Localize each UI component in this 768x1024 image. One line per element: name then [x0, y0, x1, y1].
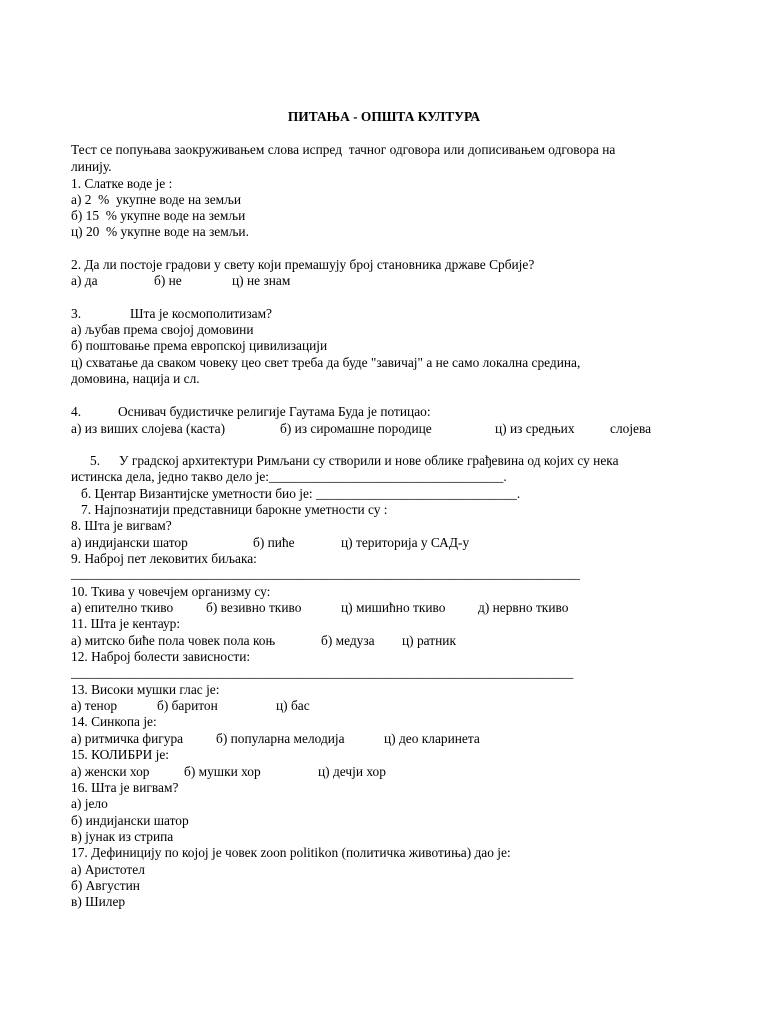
q11-option-a: а) митско биће пола човек пола коњ	[71, 633, 276, 648]
page-title: ПИТАЊА - ОПШТА КУЛТУРА	[287, 109, 481, 124]
question-9: 9. Наброј пет лековитих биљака:	[71, 551, 257, 566]
q15-option-c: ц) дечји хор	[318, 764, 386, 779]
q10-option-c: ц) мишићно ткиво	[341, 600, 446, 615]
q2-option-c: ц) не знам	[232, 273, 291, 288]
question-5-line-2: истинска дела, једно такво дело је:___________________________________.	[71, 469, 507, 484]
q16-option-b: б) индијански шатор	[71, 813, 189, 828]
question-5: У градској архитектури Римљани су створили и нове облике грађевина од којих су нека	[119, 453, 619, 468]
question-16: 16. Шта је вигвам?	[71, 780, 179, 795]
q3-option-a: а) љубав према својој домовини	[71, 322, 254, 337]
q4-option-a: а) из виших слојева (каста)	[71, 421, 226, 436]
question-1: 1. Слатке воде је :	[71, 176, 173, 191]
q15-option-a: а) женски хор	[71, 764, 150, 779]
q9-answer-line: ____________________________________________________________________________	[71, 566, 580, 581]
question-4: Оснивач будистичке религије Гаутама Буда је потицао:	[118, 404, 431, 419]
question-14: 14. Синкопа је:	[71, 714, 157, 729]
q2-option-b: б) не	[154, 273, 182, 288]
question-4-number: 4.	[71, 404, 82, 419]
q11-option-b: б) медуза	[321, 633, 375, 648]
intro-line-1: Тест се попуњава заокруживањем слова испред тачног одговора или дописивањем одговора на	[71, 142, 616, 157]
q17-option-b: б) Августин	[71, 878, 140, 893]
q10-option-d: д) нервно ткиво	[478, 600, 569, 615]
q13-option-b: б) баритон	[157, 698, 218, 713]
question-11: 11. Шта је кентаур:	[71, 616, 181, 631]
question-7: 7. Најпознатији представници барокне уметности су :	[81, 502, 388, 517]
q11-option-c: ц) ратник	[402, 633, 456, 648]
q12-answer-line: ___________________________________________________________________________	[71, 665, 574, 680]
q14-option-a: а) ритмичка фигура	[71, 731, 184, 746]
question-5-number: 5.	[90, 453, 101, 468]
question-17: 17. Дефиницију по којој је човек zoon politikon (политичка животиња) дао је:	[71, 845, 511, 860]
q8-option-a: а) индијански шатор	[71, 535, 188, 550]
q2-option-a: а) да	[71, 273, 98, 288]
q4-option-b: б) из сиромашне породице	[280, 421, 432, 436]
q1-option-a: а) 2 % укупне воде на земљи	[71, 192, 242, 207]
intro-line-2: линију.	[71, 159, 112, 174]
q13-option-a: а) тенор	[71, 698, 118, 713]
q1-option-c: ц) 20 % укупне воде на земљи.	[71, 224, 249, 239]
q16-option-c: в) јунак из стрипа	[71, 829, 174, 844]
question-10: 10. Ткива у човечјем организму су:	[71, 584, 271, 599]
q1-option-b: б) 15 % укупне воде на земљи	[71, 208, 246, 223]
q10-option-a: а) епително ткиво	[71, 600, 174, 615]
q3-option-c: ц) схватање да сваком човеку цео свет треба да буде "завичај" а не само локална средина,	[71, 355, 581, 370]
q8-option-b: б) пиће	[253, 535, 295, 550]
question-8: 8. Шта је вигвам?	[71, 518, 172, 533]
question-3-number: 3.	[71, 306, 82, 321]
q4-option-c: ц) из средњих	[495, 421, 575, 436]
q10-option-b: б) везивно ткиво	[206, 600, 302, 615]
q13-option-c: ц) бас	[276, 698, 310, 713]
q15-option-b: б) мушки хор	[184, 764, 261, 779]
q8-option-c: ц) територија у САД-у	[341, 535, 470, 550]
q3-option-b: б) поштовање према европској цивилизацији	[71, 338, 328, 353]
q3-option-c-cont: домовина, нација и сл.	[71, 371, 200, 386]
q17-option-a: а) Аристотел	[71, 862, 145, 877]
q14-option-b: б) популарна мелодија	[216, 731, 345, 746]
question-13: 13. Високи мушки глас је:	[71, 682, 220, 697]
q4-option-c-cont: слојева	[610, 421, 652, 436]
question-15: 15. КОЛИБРИ је:	[71, 747, 169, 762]
question-6: б. Центар Византијске уметности био је: ______________________________.	[81, 486, 521, 501]
q17-option-c: в) Шилер	[71, 894, 126, 909]
question-2: 2. Да ли постоје градови у свету који премашују број становника државе Србије?	[71, 257, 535, 272]
q14-option-c: ц) део кларинета	[384, 731, 480, 746]
question-12: 12. Наброј болести зависности:	[71, 649, 251, 664]
q16-option-a: а) јело	[71, 796, 108, 811]
question-3: Шта је космополитизам?	[130, 306, 272, 321]
